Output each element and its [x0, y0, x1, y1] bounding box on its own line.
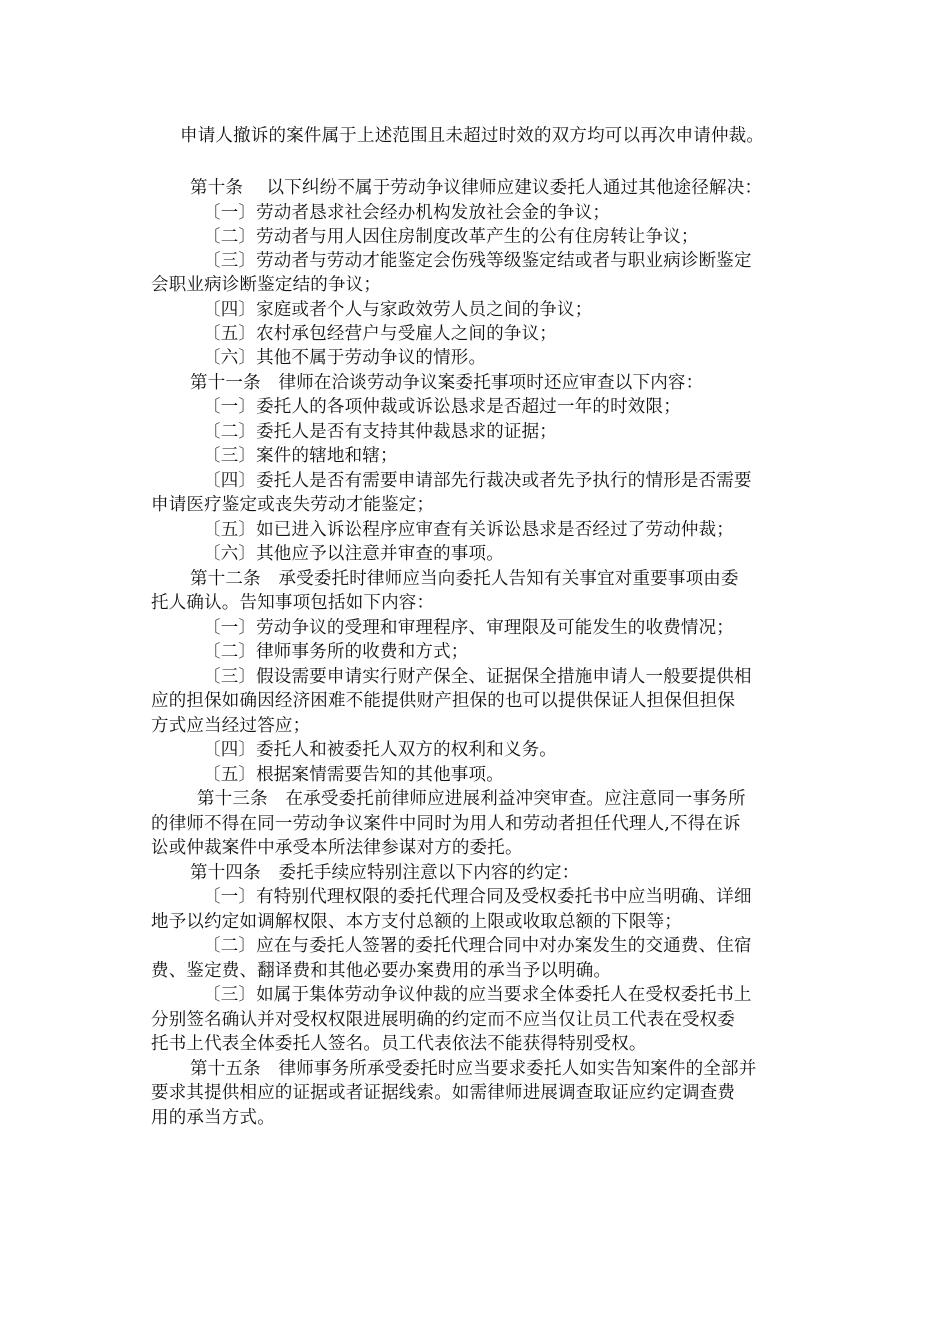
list-item: 〔二〕应在与委托人签署的委托代理合同中对办案发生的交通费、住宿	[203, 936, 752, 956]
article-11-heading: 第十一条 律师在洽谈劳动争议案委托事项时还应审查以下内容：	[190, 373, 704, 393]
paragraph-line: 申请人撤诉的案件属于上述范围且未超过时效的双方均可以再次申请仲裁。	[180, 126, 765, 146]
list-item: 〔三〕案件的辖地和辖；	[203, 446, 398, 466]
list-item: 〔二〕劳动者与用人因住房制度改革产生的公有住房转让争议；	[203, 227, 699, 247]
list-item: 〔三〕劳动者与劳动才能鉴定会伤残等级鉴定结或者与职业病诊断鉴定	[203, 251, 752, 271]
paragraph-line: 申请医疗鉴定或丧失劳动才能鉴定；	[151, 495, 435, 515]
paragraph-line: 托书上代表全体委托人签名。员工代表依法不能获得特别受权。	[151, 1034, 647, 1054]
paragraph-line: 会职业病诊断鉴定结的争议；	[151, 275, 382, 295]
paragraph-line: 费、鉴定费、翻译费和其他必要办案费用的承当予以明确。	[151, 961, 612, 981]
list-item: 〔一〕有特别代理权限的委托代理合同及受权委托书中应当明确、详细	[203, 887, 752, 907]
article-10-heading: 第十条 以下纠纷不属于劳动争议律师应建议委托人通过其他途径解决：	[190, 178, 763, 198]
list-item: 〔二〕律师事务所的收费和方式；	[203, 642, 469, 662]
list-item: 〔六〕其他应予以注意并审查的事项。	[203, 544, 504, 564]
list-item: 〔五〕农村承包经营户与受雇人之间的争议；	[203, 324, 557, 344]
list-item: 〔二〕委托人是否有支持其仲裁恳求的证据；	[203, 422, 557, 442]
list-item: 〔三〕假设需要申请实行财产保全、证据保全措施申请人一般要提供相	[203, 667, 752, 687]
paragraph-line: 的律师不得在同一劳动争议案件中同时为用人和劳动者担任代理人,不得在诉	[151, 814, 741, 834]
list-item: 〔四〕家庭或者个人与家政效劳人员之间的争议；	[203, 300, 593, 320]
paragraph-line: 讼或仲裁案件中承受本所法律参谋对方的委托。	[151, 838, 523, 858]
list-item: 〔六〕其他不属于劳动争议的情形。	[203, 348, 487, 368]
list-item: 〔五〕如已进入诉讼程序应审查有关诉讼恳求是否经过了劳动仲裁；	[203, 520, 734, 540]
paragraph-line: 方式应当经过答应；	[151, 716, 311, 736]
article-13-heading: 第十三条 在承受委托前律师应进展利益冲突审查。应注意同一事务所	[197, 789, 746, 809]
list-item: 〔四〕委托人和被委托人双方的权利和义务。	[203, 740, 557, 760]
paragraph-line: 应的担保如确因经济困难不能提供财产担保的也可以提供保证人担保但担保	[151, 691, 736, 711]
article-14-heading: 第十四条 委托手续应特别注意以下内容的约定：	[190, 863, 580, 883]
list-item: 〔四〕委托人是否有需要申请部先行裁决或者先予执行的情形是否需要	[203, 471, 752, 491]
list-item: 〔一〕劳动争议的受理和审理程序、审理限及可能发生的收费情况；	[203, 618, 734, 638]
paragraph-line: 托人确认。告知事项包括如下内容：	[151, 593, 435, 613]
list-item: 〔一〕委托人的各项仲裁或诉讼恳求是否超过一年的时效限；	[203, 397, 681, 417]
list-item: 〔五〕根据案情需要告知的其他事项。	[203, 765, 504, 785]
paragraph-line: 地予以约定如调解权限、本方支付总额的上限或收取总额的下限等；	[151, 912, 682, 932]
article-12-heading: 第十二条 承受委托时律师应当向委托人告知有关事宜对重要事项由委	[190, 569, 739, 589]
article-15-heading: 第十五条 律师事务所承受委托时应当要求委托人如实告知案件的全部并	[190, 1059, 757, 1079]
list-item: 〔一〕劳动者恳求社会经办机构发放社会金的争议；	[203, 203, 611, 223]
paragraph-line: 分别签名确认并对受权权限进展明确的约定而不应当仅让员工代表在受权委	[151, 1010, 736, 1030]
list-item: 〔三〕如属于集体劳动争议仲裁的应当要求全体委托人在受权委托书上	[203, 985, 752, 1005]
paragraph-line: 要求其提供相应的证据或者证据线索。如需律师进展调查取证应约定调查费	[151, 1083, 736, 1103]
paragraph-line: 用的承当方式。	[151, 1108, 275, 1128]
